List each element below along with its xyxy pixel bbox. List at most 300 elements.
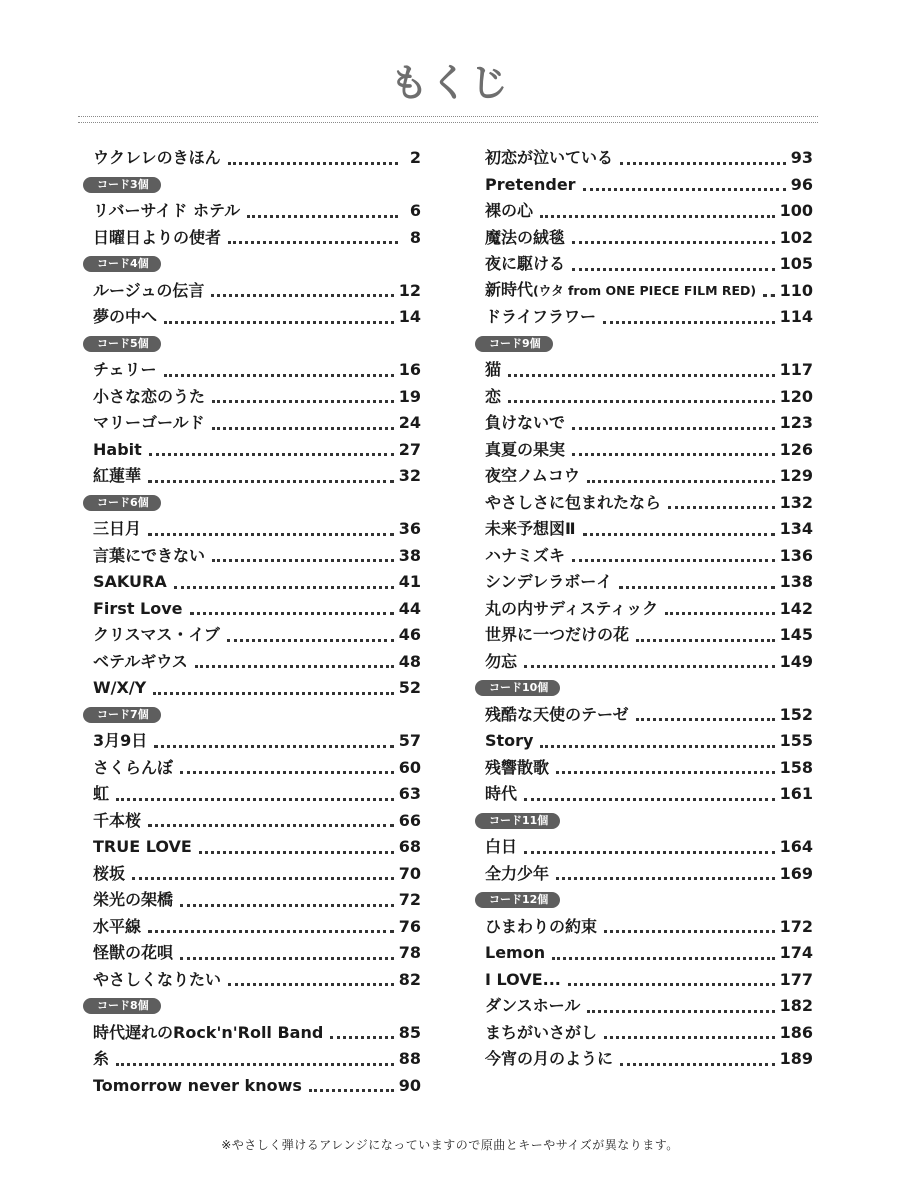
song-title-text: Story <box>485 731 534 750</box>
toc-entry[interactable] <box>485 251 813 278</box>
chord-count-badge: コード11個 <box>475 813 560 829</box>
song-title-text: 世界に一つだけの花 <box>485 625 630 644</box>
toc-left-column <box>93 145 421 1099</box>
song-title-text: 丸の内サディスティック <box>485 598 659 618</box>
page-number: 63 <box>398 784 421 803</box>
song-title <box>93 861 125 888</box>
song-title-text: チェリー <box>93 360 157 379</box>
song-title-text: 栄光の架橋 <box>93 890 174 909</box>
page-number: 114 <box>779 307 813 326</box>
song-title-text: 残響散歌 <box>485 757 550 777</box>
dot-leader <box>212 400 394 403</box>
dot-leader <box>309 1089 394 1092</box>
song-title-text: 時代 <box>485 784 518 803</box>
toc-entry[interactable] <box>93 755 421 782</box>
song-title <box>93 463 141 490</box>
dot-leader <box>148 930 394 933</box>
chord-count-section <box>475 331 813 358</box>
dot-leader <box>164 321 394 324</box>
song-title <box>485 569 612 596</box>
page-number: 19 <box>398 386 421 406</box>
song-title <box>93 225 221 252</box>
page-number: 12 <box>398 280 421 300</box>
song-title-text: 夜空ノムコウ <box>485 466 580 485</box>
page-number: 14 <box>398 307 421 326</box>
toc-entry[interactable] <box>485 781 813 808</box>
dot-leader <box>148 824 394 827</box>
song-title-text: 言葉にできない <box>93 545 206 565</box>
page-number: 60 <box>398 757 421 777</box>
toc-entry[interactable] <box>485 1046 813 1073</box>
song-title-text: 三日月 <box>93 519 142 538</box>
song-title-text: TRUE LOVE <box>93 837 192 856</box>
song-title-text: 桜坂 <box>93 863 126 883</box>
page-number: 110 <box>779 280 813 300</box>
toc-entry[interactable] <box>93 145 421 172</box>
dot-leader <box>572 268 775 271</box>
page-number: 8 <box>409 227 421 247</box>
song-title-text: 小さな恋のうた <box>93 386 206 406</box>
page-number: 52 <box>398 678 421 697</box>
song-title-text: 日曜日よりの使者 <box>93 227 222 247</box>
song-title <box>93 755 173 782</box>
song-title-text: 新時代 <box>485 279 534 299</box>
dot-leader <box>572 241 775 244</box>
song-title <box>485 145 613 172</box>
toc-entry[interactable] <box>485 225 813 252</box>
dot-leader <box>154 745 393 748</box>
toc-entry[interactable] <box>485 410 813 437</box>
song-title <box>485 702 629 729</box>
song-title <box>485 834 517 861</box>
song-title <box>93 516 141 543</box>
chord-count-badge: コード9個 <box>475 336 553 352</box>
dot-leader <box>636 639 775 642</box>
page-number: 138 <box>779 572 813 591</box>
dot-leader <box>763 294 774 297</box>
song-title-text: 怪獣の花唄 <box>93 943 174 962</box>
page-number: 129 <box>779 466 813 485</box>
page-number: 182 <box>779 996 813 1015</box>
page-number: 46 <box>398 625 421 644</box>
toc-entry[interactable] <box>93 410 421 437</box>
toc-entry[interactable] <box>93 1020 421 1047</box>
toc-entry[interactable] <box>485 569 813 596</box>
toc-entry[interactable] <box>485 702 813 729</box>
dot-leader <box>619 586 774 589</box>
song-title <box>485 357 501 384</box>
page-number: 189 <box>779 1049 813 1068</box>
song-title-text: クリスマス・イブ <box>93 625 220 644</box>
title-divider <box>78 116 818 123</box>
song-title-text: 恋 <box>485 386 502 406</box>
song-title <box>485 861 549 888</box>
dot-leader <box>556 877 775 880</box>
song-title-text: ルージュの伝言 <box>93 280 205 300</box>
dot-leader <box>587 480 775 483</box>
song-title <box>485 940 545 967</box>
song-title-text: 糸 <box>93 1049 110 1068</box>
chord-count-badge: コード12個 <box>475 892 560 908</box>
toc-entry[interactable] <box>485 304 813 331</box>
dot-leader <box>540 215 775 218</box>
page-number: 149 <box>779 651 813 671</box>
song-title <box>485 622 629 649</box>
dot-leader <box>190 612 394 615</box>
page-number: 105 <box>779 254 813 273</box>
page-number: 27 <box>398 439 421 459</box>
page-number: 6 <box>409 201 421 220</box>
dot-leader <box>524 665 775 668</box>
dot-leader <box>116 798 394 801</box>
page-number: 100 <box>779 201 813 220</box>
song-title-text: やさしくなりたい <box>93 969 222 989</box>
page-number: 152 <box>779 704 813 724</box>
dot-leader <box>116 1063 394 1066</box>
page-number: 82 <box>398 969 421 989</box>
chord-count-section <box>475 675 813 702</box>
page-number: 38 <box>398 545 421 565</box>
toc-entry[interactable] <box>93 808 421 835</box>
dot-leader <box>164 374 394 377</box>
page-number: 142 <box>779 598 813 618</box>
chord-count-badge: コード10個 <box>475 680 560 696</box>
page-number: 120 <box>779 386 813 406</box>
dot-leader <box>228 162 398 165</box>
song-title <box>93 622 220 649</box>
song-title <box>93 914 141 941</box>
page-number: 96 <box>790 174 813 194</box>
dot-leader <box>568 983 775 986</box>
page-number: 72 <box>398 890 421 909</box>
dot-leader <box>524 798 775 801</box>
toc-entry[interactable] <box>93 887 421 914</box>
song-title-text: 夜に駆ける <box>485 254 566 273</box>
toc-entry[interactable] <box>485 198 813 225</box>
toc-entry[interactable] <box>93 516 421 543</box>
toc-entry[interactable] <box>485 357 813 384</box>
chord-count-badge: コード6個 <box>83 495 161 511</box>
page-number: 57 <box>398 731 421 750</box>
dot-leader <box>552 957 774 960</box>
toc-entry[interactable] <box>93 834 421 861</box>
song-title <box>93 198 240 225</box>
dot-leader <box>148 480 394 483</box>
dot-leader <box>180 957 394 960</box>
dot-leader <box>227 639 394 642</box>
song-title <box>485 410 565 437</box>
song-title <box>485 967 561 994</box>
song-title <box>93 278 204 305</box>
toc-entry[interactable] <box>485 940 813 967</box>
dot-leader <box>583 188 786 191</box>
song-title-text: 今宵の月のように <box>485 1049 614 1068</box>
song-title-text: Lemon <box>485 943 546 962</box>
dot-leader <box>195 665 394 668</box>
song-title <box>93 1046 109 1073</box>
toc-entry[interactable] <box>485 437 813 464</box>
toc-entry[interactable] <box>485 649 813 676</box>
song-title <box>93 569 167 596</box>
page-number: 24 <box>398 413 421 432</box>
song-title <box>93 543 205 570</box>
dot-leader <box>508 400 775 403</box>
song-title-text: 残酷な天使のテーゼ <box>485 704 629 724</box>
toc-entry[interactable] <box>93 967 421 994</box>
song-title-text: 真夏の果実 <box>485 439 566 459</box>
song-title <box>93 675 146 702</box>
chord-count-section <box>475 887 813 914</box>
song-title <box>93 1020 323 1047</box>
song-title-text: ひまわりの約束 <box>485 916 598 936</box>
toc-entry[interactable] <box>93 304 421 331</box>
toc-entry[interactable] <box>93 437 421 464</box>
dot-leader <box>508 374 775 377</box>
dot-leader <box>148 533 394 536</box>
song-title <box>93 410 205 437</box>
toc-entry[interactable] <box>485 516 813 543</box>
song-title <box>485 437 565 464</box>
page-number: 174 <box>779 943 813 962</box>
song-title <box>93 808 141 835</box>
song-title <box>485 172 576 199</box>
song-title-text: ウクレレのきほん <box>93 148 221 167</box>
footnote: ※やさしく弾けるアレンジになっていますので原曲とキーやサイズが異なります。 <box>221 1138 679 1152</box>
song-title <box>93 145 221 172</box>
toc-entry[interactable] <box>485 755 813 782</box>
song-title <box>93 596 183 623</box>
page-number: 136 <box>779 545 813 565</box>
song-title-text: 千本桜 <box>93 810 142 830</box>
dot-leader <box>587 1010 774 1013</box>
song-title <box>93 781 109 808</box>
song-title-text: 時代遅れのRock'n'Roll Band <box>93 1022 324 1042</box>
page-number: 68 <box>398 837 421 856</box>
page-number: 161 <box>779 784 813 803</box>
page-number: 172 <box>779 916 813 936</box>
toc-entry[interactable] <box>93 649 421 676</box>
page-number: 186 <box>779 1022 813 1042</box>
chord-count-badge: コード5個 <box>83 336 161 352</box>
dot-leader <box>211 294 393 297</box>
song-title <box>93 940 173 967</box>
song-title <box>485 304 596 331</box>
toc-entry[interactable] <box>93 463 421 490</box>
dot-leader <box>212 427 394 430</box>
toc-entry[interactable] <box>485 914 813 941</box>
dot-leader <box>132 877 394 880</box>
song-title-text: リバーサイド ホテル <box>93 201 241 220</box>
song-title-text: 夢の中へ <box>93 307 158 326</box>
dot-leader <box>572 453 775 456</box>
toc-entry[interactable] <box>93 198 421 225</box>
song-title <box>485 596 658 623</box>
toc-entry[interactable] <box>485 384 813 411</box>
dot-leader <box>199 851 394 854</box>
song-title <box>93 728 147 755</box>
toc-entry[interactable] <box>93 728 421 755</box>
chord-count-section <box>83 702 421 729</box>
page-number: 155 <box>779 731 813 750</box>
song-title-text: ベテルギウス <box>93 651 188 671</box>
page-number: 164 <box>779 837 813 856</box>
page-number: 126 <box>779 439 813 459</box>
dot-leader <box>180 771 394 774</box>
song-title-text: さくらんぼ <box>93 757 174 777</box>
page-number: 117 <box>779 360 813 379</box>
page-number: 88 <box>398 1049 421 1068</box>
song-title-text: 紅蓮華 <box>93 466 142 485</box>
toc-entry[interactable] <box>93 781 421 808</box>
dot-leader <box>556 771 775 774</box>
song-title <box>93 437 142 464</box>
chord-count-badge: コード4個 <box>83 256 161 272</box>
song-title-text: Habit <box>93 439 142 459</box>
toc-entry[interactable] <box>485 172 813 199</box>
song-title-text: W/X/Y <box>93 678 147 697</box>
dot-leader <box>247 215 398 218</box>
page-number: 102 <box>779 227 813 247</box>
song-title-text: 未来予想図Ⅱ <box>485 519 576 538</box>
page-number: 2 <box>409 148 421 167</box>
page-number: 132 <box>779 492 813 512</box>
toc-entry[interactable] <box>93 357 421 384</box>
song-title <box>93 1073 302 1100</box>
song-title-text: 裸の心 <box>485 201 534 220</box>
page-number: 78 <box>398 943 421 962</box>
toc-entry[interactable] <box>485 993 813 1020</box>
toc-entry[interactable] <box>485 861 813 888</box>
dot-leader <box>524 851 775 854</box>
dot-leader <box>604 1036 775 1039</box>
song-title-text: やさしさに包まれたなら <box>485 492 662 512</box>
song-title <box>485 914 597 941</box>
song-title <box>485 516 576 543</box>
dot-leader <box>228 241 398 244</box>
toc-entry[interactable] <box>485 596 813 623</box>
dot-leader <box>603 321 775 324</box>
page-number: 145 <box>779 625 813 644</box>
toc-entry[interactable] <box>485 490 813 517</box>
dot-leader <box>620 162 786 165</box>
song-title-text: 虹 <box>93 784 110 803</box>
dot-leader <box>228 983 394 986</box>
chord-count-badge: コード3個 <box>83 177 161 193</box>
page-number: 123 <box>779 413 813 432</box>
toc-entry[interactable] <box>93 569 421 596</box>
song-title-text: まちがいさがし <box>485 1022 598 1042</box>
toc-entry[interactable] <box>93 914 421 941</box>
song-subtitle: (ウタ from ONE PIECE FILM RED) <box>533 282 757 298</box>
song-title <box>485 728 533 755</box>
song-title <box>485 225 565 252</box>
song-title-text: 全力少年 <box>485 863 550 883</box>
dot-leader <box>572 559 775 562</box>
toc-entry[interactable] <box>485 145 813 172</box>
toc-entry[interactable] <box>93 675 421 702</box>
page-number: 134 <box>779 519 813 538</box>
dot-leader <box>604 930 775 933</box>
dot-leader <box>665 612 774 615</box>
song-title <box>93 967 221 994</box>
song-title <box>485 277 756 305</box>
toc-entry[interactable] <box>485 834 813 861</box>
dot-leader <box>540 745 774 748</box>
page-number: 32 <box>398 466 421 485</box>
page-number: 48 <box>398 651 421 671</box>
song-title <box>485 755 549 782</box>
song-title <box>485 993 580 1020</box>
page-number: 76 <box>398 916 421 936</box>
dot-leader <box>180 904 394 907</box>
toc-entry[interactable] <box>93 622 421 649</box>
toc-entry[interactable] <box>93 596 421 623</box>
dot-leader <box>174 586 394 589</box>
song-title-text: ドライフラワー <box>485 307 597 326</box>
song-title <box>93 834 192 861</box>
dot-leader <box>149 453 394 456</box>
page-number: 66 <box>398 810 421 830</box>
toc-entry[interactable] <box>93 384 421 411</box>
song-title <box>93 384 205 411</box>
song-title-text: 初恋が泣いている <box>485 148 614 167</box>
song-title-text: 勿忘 <box>485 651 518 671</box>
chord-count-section <box>83 993 421 1020</box>
toc-right-column <box>485 145 813 1073</box>
song-title-text: First Love <box>93 598 183 618</box>
song-title <box>485 543 565 570</box>
chord-count-badge: コード7個 <box>83 707 161 723</box>
song-title-text: 水平線 <box>93 916 142 936</box>
toc-entry[interactable] <box>485 1020 813 1047</box>
dot-leader <box>668 506 775 509</box>
chord-count-section <box>83 172 421 199</box>
dot-leader <box>212 559 394 562</box>
page-number: 41 <box>398 572 421 591</box>
page-number: 85 <box>398 1022 421 1042</box>
song-title <box>485 490 661 517</box>
song-title-text: SAKURA <box>93 572 167 591</box>
song-title <box>485 1020 597 1047</box>
toc-entry[interactable] <box>93 543 421 570</box>
dot-leader <box>620 1063 775 1066</box>
toc-entry[interactable] <box>93 225 421 252</box>
toc-entry[interactable] <box>93 861 421 888</box>
toc-entry[interactable] <box>485 278 813 305</box>
toc-entry[interactable] <box>485 463 813 490</box>
toc-entry[interactable] <box>485 622 813 649</box>
page-number: 158 <box>779 757 813 777</box>
song-title-text: I LOVE... <box>485 969 561 989</box>
chord-count-section <box>83 251 421 278</box>
toc-entry[interactable] <box>93 940 421 967</box>
song-title <box>485 463 580 490</box>
dot-leader <box>153 692 393 695</box>
page-number: 90 <box>398 1075 421 1095</box>
song-title <box>485 251 565 278</box>
toc-entry[interactable] <box>93 278 421 305</box>
toc-entry[interactable] <box>485 543 813 570</box>
song-title <box>485 649 517 676</box>
toc-entry[interactable] <box>485 728 813 755</box>
page-number: 93 <box>790 148 813 167</box>
page-number: 36 <box>398 519 421 538</box>
page-number: 169 <box>779 863 813 883</box>
chord-count-section <box>83 490 421 517</box>
toc-entry[interactable] <box>485 967 813 994</box>
toc-entry[interactable] <box>93 1073 421 1100</box>
toc-entry[interactable] <box>93 1046 421 1073</box>
